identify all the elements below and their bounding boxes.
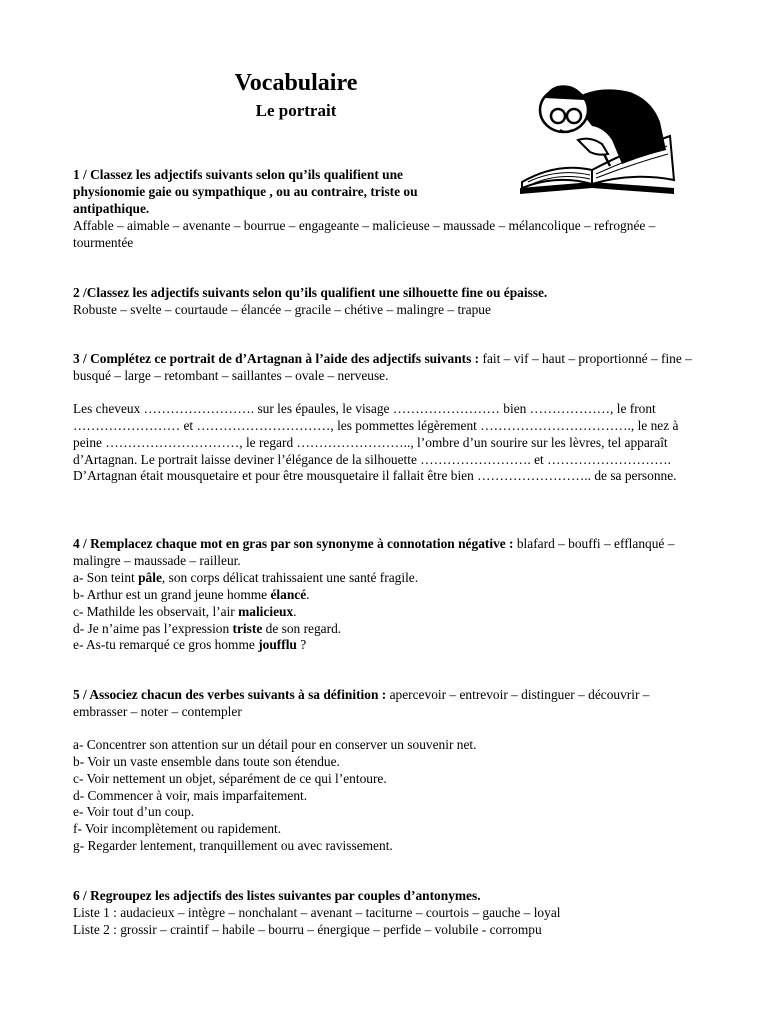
page-subtitle: Le portrait — [255, 101, 337, 120]
exercise-4-item-a: a- Son teint pâle, son corps délicat trahissaient une santé fragile. — [73, 569, 419, 585]
exercise-4-item-b: b- Arthur est un grand jeune homme élancé. — [73, 586, 310, 602]
exercise-1 — [73, 167, 703, 252]
exercise-6 — [73, 888, 703, 939]
exercise-5-item-g: g- Regarder lentement, tranquillement ou avec ravissement. — [73, 838, 393, 854]
exercise-1-word-list: Affable – aimable – avenante – bourrue – engageante – malicieuse – maussade – mélancolique – refrognée – tourmentée — [73, 217, 656, 250]
exercise-4-heading: 4 / Remplacez chaque mot en gras par son synonyme à connotation négative : — [73, 536, 514, 551]
exercise-5 — [73, 687, 703, 855]
exercise-4-item-e: e- As-tu remarqué ce gros homme joufflu ? — [73, 637, 307, 653]
exercise-6-list-1: Liste 1 : audacieux – intègre – nonchalant – avenant – taciturne – courtois – gauche – loyal — [73, 904, 561, 920]
exercise-5-item-b: b- Voir un vaste ensemble dans toute son étendue. — [73, 753, 340, 769]
exercise-5-item-c: c- Voir nettement un objet, séparément de ce qui l’entoure. — [73, 770, 387, 786]
exercise-4-item-d: d- Je n’aime pas l’expression triste de son regard. — [73, 620, 342, 636]
exercise-2-word-list: Robuste – svelte – courtaude – élancée – gracile – chétive – malingre – trapue — [73, 301, 491, 317]
exercise-3 — [73, 351, 703, 485]
exercise-1-heading: 1 / Classez les adjectifs suivants selon qu’ils qualifient une physionomie gaie ou sympathique , ou au contraire, triste ou antipathique. — [73, 167, 418, 216]
page-title: Vocabulaire — [234, 70, 358, 96]
exercise-5-word-list: apercevoir – entrevoir – distinguer – découvrir – embrasser – noter – contempler — [73, 687, 650, 719]
exercise-5-item-a: a- Concentrer son attention sur un détail pour en conserver un souvenir net. — [73, 736, 477, 752]
exercise-5-heading: 5 / Associez chacun des verbes suivants à sa définition : — [73, 687, 387, 702]
exercise-4-word-list: blafard – bouffi – efflanqué – malingre – maussade – railleur. — [73, 536, 675, 568]
exercise-4 — [73, 536, 703, 654]
exercise-6-heading: 6 / Regroupez les adjectifs des listes suivantes par couples d’antonymes. — [73, 888, 481, 903]
exercise-5-item-e: e- Voir tout d’un coup. — [73, 804, 195, 820]
exercise-5-item-d: d- Commencer à voir, mais imparfaitement. — [73, 787, 308, 803]
exercise-2 — [73, 285, 703, 319]
exercise-2-heading: 2 /Classez les adjectifs suivants selon qu’ils qualifient une silhouette fine ou épaisse. — [73, 285, 548, 300]
exercise-4-item-c: c- Mathilde les observait, l’air malicieux. — [73, 603, 297, 619]
exercise-3-fill-in-text: Les cheveux ……………………. sur les épaules, le visage …………………… bien ………………, le front …………………… et …………………………, les pommettes légèrement ……………………………., le nez à peine …………………………, le regard …………………….., l’ombre d’un sourire sur les lèvres, tel apparaît d’Artagnan. Le portrait laisse deviner l’élégance de la silhouette ……………………. et ………………………. D’Artagnan était mousquetaire et pour être mousquetaire il fallait être bien …………………….. de sa personne. — [73, 400, 679, 484]
exercise-3-word-list: fait – vif – haut – proportionné – fine – busqué – large – retombant – saillantes – ovale – nerveuse. — [73, 351, 692, 383]
exercise-6-list-2: Liste 2 : grossir – craintif – habile – bourru – énergique – perfide – volubile - corrompu — [73, 921, 542, 937]
exercise-3-heading: 3 / Complétez ce portrait de d’Artagnan à l’aide des adjectifs suivants : — [73, 351, 480, 366]
exercise-5-item-f: f- Voir incomplètement ou rapidement. — [73, 821, 282, 837]
